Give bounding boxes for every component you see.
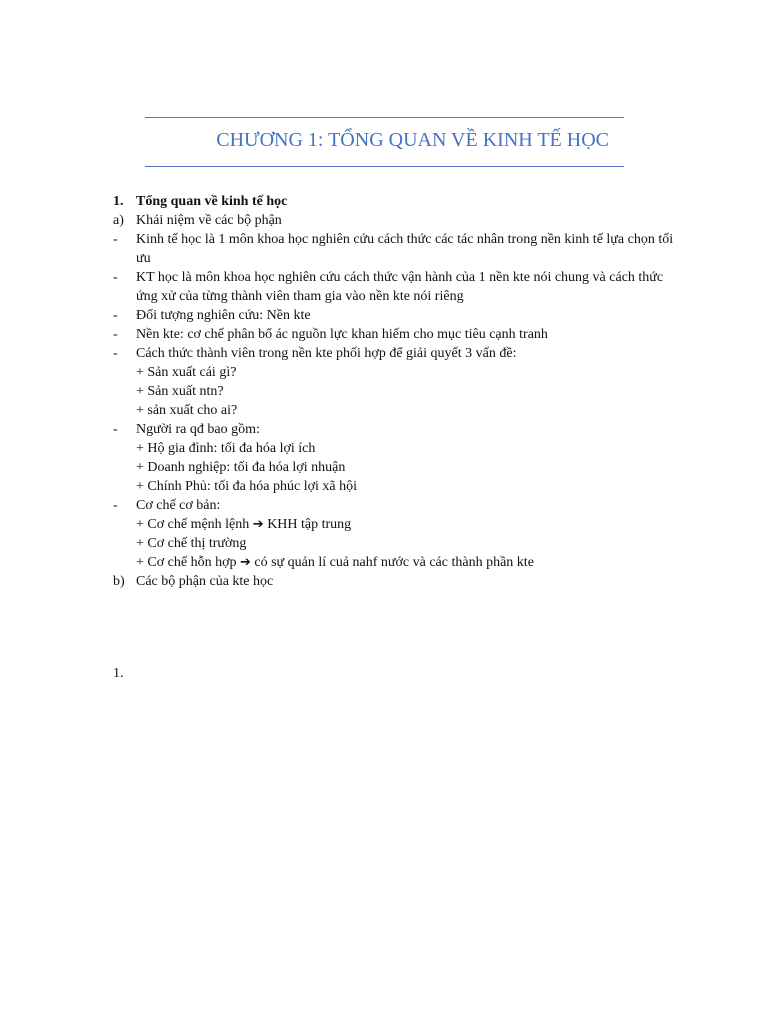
- decider-item: + Doanh nghiệp: tối đa hóa lợi nhuận: [136, 460, 346, 475]
- arrow-right-icon: ➔: [239, 555, 251, 570]
- decider-list: [113, 439, 683, 496]
- bullet-text: Nền kte: cơ chế phân bổ ác nguồn lực khan hiếm cho mục tiêu cạnh tranh: [136, 327, 548, 342]
- subsection-b: [113, 572, 683, 591]
- bullet-text: Đối tượng nghiên cứu: Nền kte: [136, 308, 311, 323]
- bullet-text: Cơ chế cơ bản:: [136, 498, 221, 513]
- chapter-title: CHƯƠNG 1: TỔNG QUAN VỀ KINH TẾ HỌC: [216, 129, 609, 151]
- subsection-b-text: Các bộ phận của kte học: [136, 574, 274, 589]
- section-heading: [113, 192, 683, 211]
- bullet-item: [113, 420, 683, 439]
- mechanism-text: KHH tập trung: [263, 517, 352, 532]
- mechanism-text: có sự quản lí cuả nahf nước và các thành phần kte: [250, 555, 534, 570]
- bullet-marker: -: [113, 346, 118, 361]
- mechanism-list: [113, 515, 683, 572]
- mechanism-text: + Cơ chế mệnh lệnh: [136, 517, 253, 532]
- list-number: 1.: [113, 666, 124, 681]
- bullet-item: [113, 325, 683, 344]
- bullet-marker: -: [113, 232, 118, 247]
- title-bottom-rule: [145, 166, 624, 167]
- bullet-text: KT học là môn khoa học nghiên cứu cách thức vận hành của 1 nền kte nói chung và cách thức ứng xử của từng thành viên tham gia vào nền kte nói riêng: [136, 270, 664, 304]
- mechanism-item: [136, 553, 683, 572]
- bullet-item: [113, 230, 683, 268]
- bullet-marker: -: [113, 308, 118, 323]
- problem-list: [113, 363, 683, 420]
- section-number: 1.: [113, 194, 124, 209]
- subsection-a: [113, 211, 683, 230]
- problem-item: + sản xuất cho ai?: [136, 403, 238, 418]
- mechanism-item: + Cơ chế thị trường: [136, 536, 247, 551]
- subsection-a-marker: a): [113, 213, 124, 228]
- mechanism-item: [136, 515, 683, 534]
- arrow-right-icon: ➔: [252, 517, 264, 532]
- bullet-marker: -: [113, 327, 118, 342]
- bullet-marker: -: [113, 422, 118, 437]
- bullet-item: [113, 344, 683, 363]
- subsection-a-text: Khái niệm về các bộ phận: [136, 213, 282, 228]
- subsection-b-marker: b): [113, 574, 125, 589]
- bullet-item: [113, 496, 683, 515]
- decider-item: + Hộ gia đình: tối đa hóa lợi ích: [136, 441, 316, 456]
- bullet-text: Người ra qđ bao gồm:: [136, 422, 260, 437]
- bullet-text: Kinh tế học là 1 môn khoa học nghiên cứu cách thức các tác nhân trong nền kinh tế lựa chọn tối ưu: [136, 232, 674, 266]
- bullet-text: Cách thức thành viên trong nền kte phối hợp để giải quyết 3 vấn đề:: [136, 346, 517, 361]
- title-top-rule: [145, 117, 624, 118]
- bullet-marker: -: [113, 270, 118, 285]
- bullet-item: [113, 268, 683, 306]
- bullet-item: [113, 306, 683, 325]
- bullet-marker: -: [113, 498, 118, 513]
- document-body: [113, 192, 683, 591]
- mechanism-text: + Cơ chế hỗn hợp: [136, 555, 240, 570]
- decider-item: + Chính Phủ: tối đa hóa phúc lợi xã hội: [136, 479, 358, 494]
- problem-item: + Sản xuất cái gì?: [136, 365, 237, 380]
- problem-item: + Sản xuất ntn?: [136, 384, 224, 399]
- section-heading-text: Tổng quan về kinh tế học: [136, 194, 288, 209]
